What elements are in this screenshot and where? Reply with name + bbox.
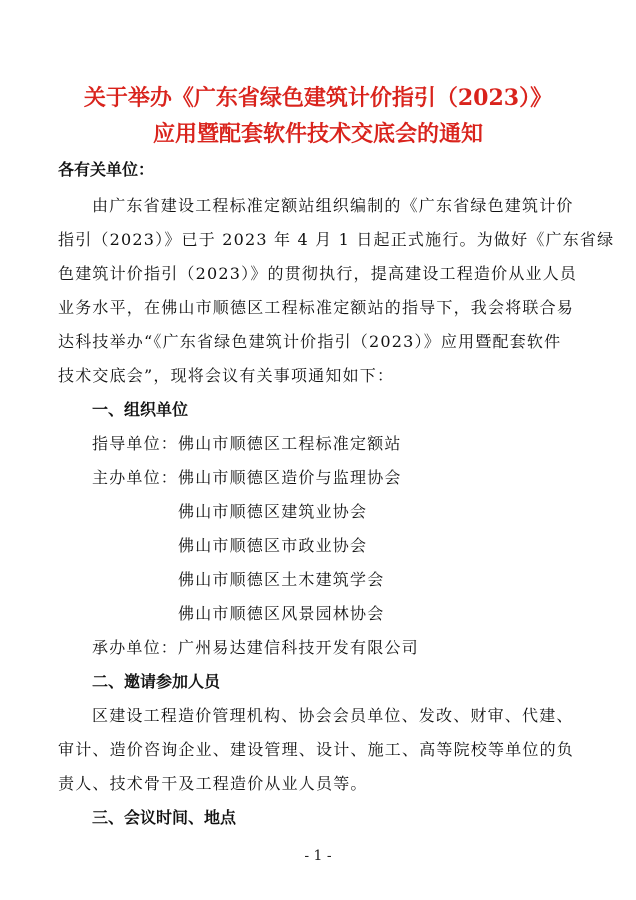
host-unit-5: 佛山市顺德区风景园林协会	[178, 604, 385, 623]
host-unit-4: 佛山市顺德区土木建筑学会	[178, 570, 385, 589]
intro-line-3: 色建筑计价指引（2023）》的贯彻执行，提高建设工程造价从业人员	[58, 264, 578, 283]
attendees-line-3: 责人、技术骨干及工程造价从业人员等。	[58, 774, 368, 793]
host-unit-3: 佛山市顺德区市政业协会	[178, 536, 368, 555]
intro-line-2: 指引（2023）》已于 2023 年 4 月 1 日起正式施行。为做好《广东省绿	[58, 230, 615, 249]
host-unit-1: 主办单位：佛山市顺德区造价与监理协会	[92, 468, 402, 487]
page-number: - 1 -	[304, 848, 332, 864]
attendees-line-2: 审计、造价咨询企业、建设管理、设计、施工、高等院校等单位的负	[58, 740, 575, 759]
section-1-heading: 一、组织单位	[92, 400, 189, 419]
intro-line-5: 达科技举办“《广东省绿色建筑计价指引（2023）》应用暨配套软件	[58, 332, 562, 351]
title-line-2: 应用暨配套软件技术交底会的通知	[152, 121, 483, 147]
intro-line-6: 技术交底会”，现将会议有关事项通知如下：	[58, 366, 395, 385]
intro-line-1: 由广东省建设工程标准定额站组织编制的《广东省绿色建筑计价	[92, 196, 574, 215]
section-3-heading: 三、会议时间、地点	[92, 808, 237, 827]
organizer-unit: 承办单位：广州易达建信科技开发有限公司	[92, 638, 419, 657]
title-line-1: 关于举办《广东省绿色建筑计价指引（2023）》	[83, 85, 553, 111]
host-unit-2: 佛山市顺德区建筑业协会	[178, 502, 368, 521]
intro-line-4: 业务水平，在佛山市顺德区工程标准定额站的指导下，我会将联合易	[58, 298, 575, 317]
salutation: 各有关单位：	[58, 160, 155, 179]
section-2-heading: 二、邀请参加人员	[92, 672, 221, 691]
attendees-line-1: 区建设工程造价管理机构、协会会员单位、发改、财审、代建、	[92, 706, 574, 725]
guide-unit: 指导单位：佛山市顺德区工程标准定额站	[92, 434, 402, 453]
